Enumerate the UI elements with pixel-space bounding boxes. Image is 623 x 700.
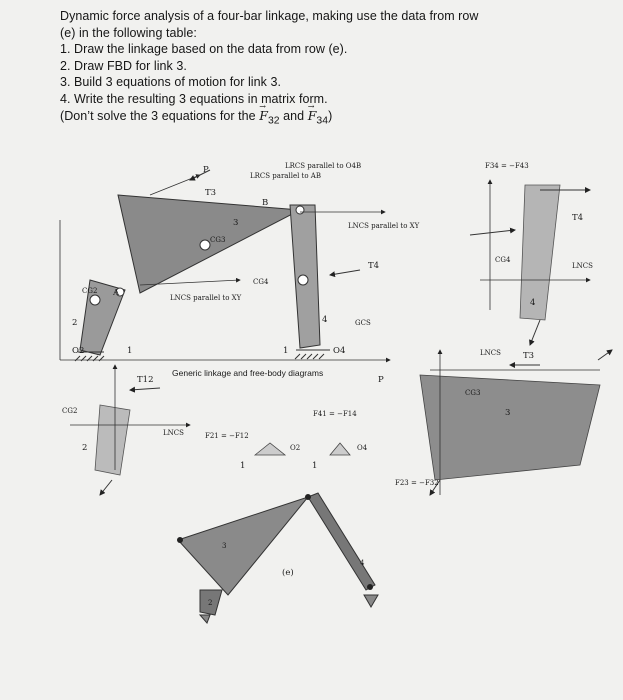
fbd-link-4: [470, 162, 593, 345]
sketch-e: [177, 493, 378, 623]
label-t3: T3: [205, 188, 217, 198]
label-eq-f23: F23 = −F32: [395, 479, 439, 487]
label-lncs-4: LNCS: [572, 262, 593, 270]
label-sketch-2: 2: [208, 599, 213, 607]
label-gcs: GCS: [355, 319, 371, 327]
label-link-2: 2: [72, 318, 78, 328]
label-p-fbd: P: [378, 375, 384, 385]
figure-caption: Generic linkage and free-body diagrams: [172, 368, 324, 378]
task-4: 4. Write the resulting 3 equations in matrix form.: [60, 91, 328, 106]
label-o2-ground: O2: [290, 444, 301, 452]
label-link-2-fbd: 2: [82, 443, 88, 453]
generic-linkage: [60, 162, 420, 361]
sketch-label: (e): [282, 568, 294, 578]
vector-f: → F: [259, 108, 268, 123]
label-ground-fbd-1b: 1: [312, 461, 318, 471]
label-link-4-fbd: 4: [530, 298, 536, 308]
label-cg4: CG4: [253, 278, 269, 286]
label-o2: O2: [72, 346, 85, 356]
label-lrcs-o4b: LRCS parallel to O4B: [285, 162, 362, 170]
label-lncs-xy-2: LNCS parallel to XY: [170, 294, 242, 302]
problem-title-line-2: (e) in the following table:: [60, 25, 197, 40]
cg2-marker: [90, 295, 100, 305]
label-lncs-3: LNCS: [480, 349, 501, 357]
label-ground-1: 1: [127, 346, 133, 356]
label-link-3-fbd: 3: [505, 408, 511, 418]
label-link-3: 3: [233, 218, 239, 228]
label-ground-fbd-1: 1: [240, 461, 246, 471]
task-3: 3. Build 3 equations of motion for link 3.: [60, 75, 281, 90]
label-cg4-fbd: CG4: [495, 256, 511, 264]
pin-b: [296, 206, 304, 214]
label-p: P: [203, 165, 209, 175]
problem-statement: [60, 8, 610, 130]
label-t4: T4: [368, 261, 380, 271]
label-sketch-4: 4: [360, 559, 365, 567]
label-cg2: CG2: [82, 287, 98, 295]
fbd-link-2: [62, 365, 368, 495]
cg3-marker: [200, 240, 210, 250]
task-1: 1. Draw the linkage based on the data from row (e).: [60, 42, 348, 57]
label-t4-fbd: T4: [572, 213, 584, 223]
label-b: B: [262, 198, 269, 208]
label-eq-f34: F34 = −F43: [485, 162, 529, 170]
label-t3-fbd: T3: [523, 351, 535, 361]
problem-note: (Don’t solve the 3 equations for the → $F_{32}$ and → $F_{34}$): [60, 108, 610, 130]
label-sketch-3: 3: [222, 542, 227, 550]
label-cg3: CG3: [210, 236, 226, 244]
label-t12: T12: [137, 375, 154, 385]
task-2: 2. Draw FBD for link 3.: [60, 58, 187, 73]
label-eq-f21: F21 = −F12: [205, 432, 249, 440]
fbd-link-3: [378, 349, 612, 495]
vector-f: → F: [308, 108, 317, 123]
label-cg3-fbd: CG3: [465, 389, 481, 397]
cg4-marker: [298, 275, 308, 285]
label-ground-1b: 1: [283, 346, 289, 356]
label-lrcs-ab: LRCS parallel to AB: [250, 172, 322, 180]
label-o4-ground: O4: [357, 444, 368, 452]
label-lncs-2: LNCS: [163, 429, 184, 437]
label-cg2-fbd: CG2: [62, 407, 78, 415]
linkage-figure: [0, 150, 623, 700]
ground-o4: [295, 350, 330, 359]
label-o4: O4: [333, 346, 346, 356]
label-a: A: [113, 288, 120, 298]
label-lncs-xy: LNCS parallel to XY: [348, 222, 420, 230]
problem-title-line-1: Dynamic force analysis of a four-bar linkage, making use the data from row: [60, 9, 479, 23]
label-link-4: 4: [322, 315, 328, 325]
label-eq-f41: F41 = −F14: [313, 410, 357, 418]
